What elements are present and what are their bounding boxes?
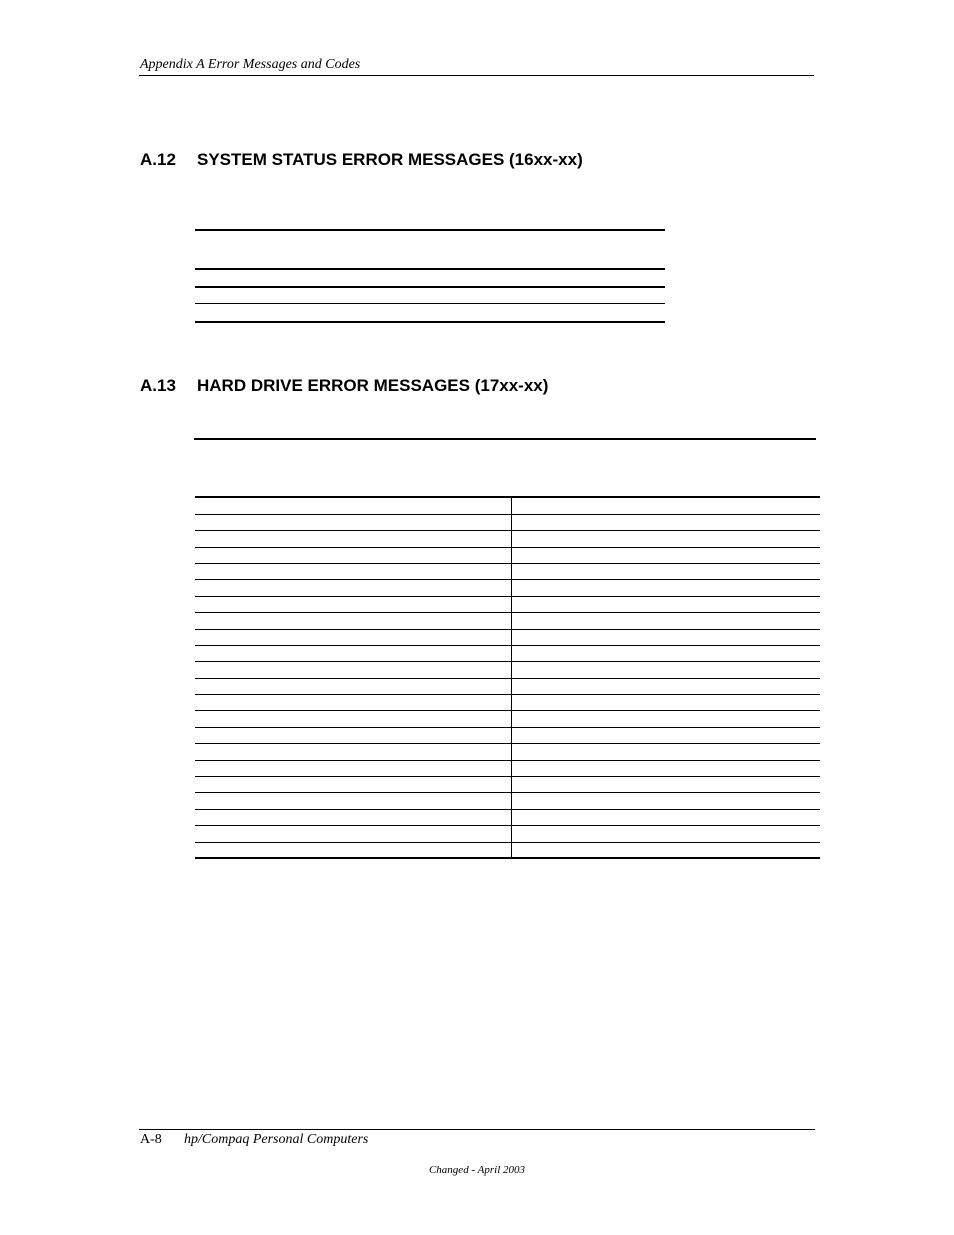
table-cell [195,630,512,645]
section-heading-a12 [140,150,583,170]
hard-drive-table [195,482,820,859]
table-cell [512,531,820,546]
table-cell [195,744,512,759]
table-row [195,777,820,793]
table-cell [512,580,820,595]
page-number: A-8 [140,1132,162,1147]
table-cell [195,515,512,530]
table-bottom-rule [195,321,665,323]
table-row-rule [195,286,665,288]
table-row [195,515,820,531]
section-number: A.13 [140,376,176,395]
table-cell [512,662,820,677]
table-row [195,548,820,564]
table-row [195,597,820,613]
table-cell [195,679,512,694]
table-cell [512,646,820,661]
table-row [195,531,820,547]
table-cell [195,531,512,546]
table-top-rule [194,438,816,440]
table-row [195,793,820,809]
table-cell [195,597,512,612]
table-cell [195,646,512,661]
table-cell [512,826,820,841]
table-row [195,728,820,744]
table-cell [512,728,820,743]
table-row [195,630,820,646]
table-cell [195,482,512,496]
table-cell [512,515,820,530]
table-row-rule [195,303,665,304]
table-cell [195,498,512,513]
section-heading-a13 [140,376,548,396]
table-row [195,711,820,727]
table-cell [512,564,820,579]
table-cell [512,761,820,776]
header-rule [139,75,814,76]
table-cell [195,580,512,595]
table-row [195,826,820,842]
table-cell [512,597,820,612]
table-row [195,810,820,826]
table-cell [512,498,820,513]
table-row [195,482,820,498]
table-cell [195,613,512,628]
table-cell [195,810,512,825]
table-cell [195,695,512,710]
table-row [195,613,820,629]
table-cell [512,744,820,759]
table-cell [195,826,512,841]
table-cell [512,630,820,645]
table-cell [195,711,512,726]
table-row [195,744,820,760]
revision-note: Changed - April 2003 [428,1164,526,1176]
table-cell [195,564,512,579]
table-cell [512,843,820,857]
table-row [195,843,820,859]
table-cell [512,695,820,710]
table-top-rule [195,229,665,231]
running-header: Appendix A Error Messages and Codes [140,57,361,72]
section-number: A.12 [140,150,176,169]
table-cell [195,843,512,857]
table-cell [512,482,820,496]
publication-title: hp/Compaq Personal Computers [184,1132,369,1147]
table-cell [512,810,820,825]
table-header-rule [195,268,665,270]
table-cell [195,548,512,563]
table-cell [512,711,820,726]
table-cell [195,777,512,792]
section-title: SYSTEM STATUS ERROR MESSAGES (16xx-xx) [197,150,583,169]
table-cell [512,613,820,628]
table-cell [195,793,512,808]
table-row [195,761,820,777]
table-cell [195,761,512,776]
table-row [195,695,820,711]
table-row [195,679,820,695]
table-cell [512,793,820,808]
table-cell [512,548,820,563]
table-cell [512,679,820,694]
section-title: HARD DRIVE ERROR MESSAGES (17xx-xx) [197,376,549,395]
table-row [195,646,820,662]
table-row [195,564,820,580]
table-cell [195,728,512,743]
table-row [195,662,820,678]
table-row [195,580,820,596]
table-cell [512,777,820,792]
table-cell [195,662,512,677]
footer-rule [139,1129,815,1130]
table-row [195,498,820,514]
